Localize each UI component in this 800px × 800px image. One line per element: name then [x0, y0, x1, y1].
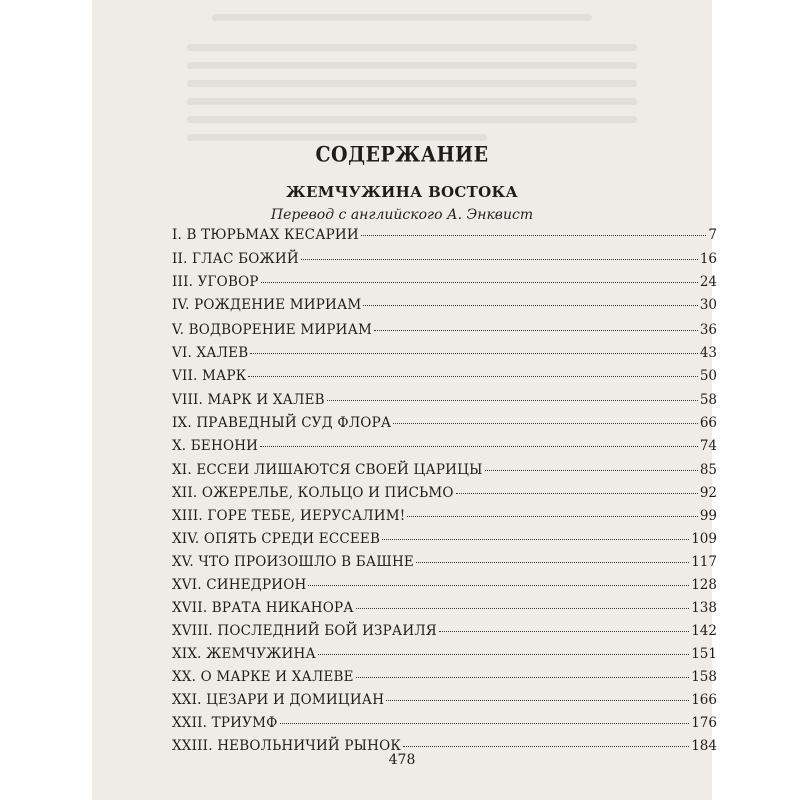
toc-entry-page: 85 — [699, 462, 717, 478]
bleed-through-mark — [212, 14, 592, 21]
bleed-through-mark — [187, 134, 487, 141]
toc-dot-leader — [393, 423, 698, 424]
toc-entry-title: II. ГЛАС БОЖИЙ — [172, 251, 299, 267]
toc-dot-leader — [386, 700, 689, 701]
translator-credit: Перевод с английского А. Энквист — [270, 207, 534, 223]
book-page — [92, 0, 717, 800]
toc-entry-page: 66 — [699, 415, 717, 431]
toc-entry-title: XII. ОЖЕРЕЛЬЕ, КОЛЬЦО И ПИСЬМО — [172, 485, 454, 501]
toc-dot-leader — [260, 446, 698, 447]
toc-entry — [172, 322, 717, 342]
toc-entry-title: XXI. ЦЕЗАРИ И ДОМИЦИАН — [172, 692, 385, 708]
toc-entry — [172, 554, 717, 574]
toc-entry-page: 151 — [691, 646, 717, 662]
toc-dot-leader — [439, 631, 689, 632]
toc-entry-title: XI. ЕССЕИ ЛИШАЮТСЯ СВОЕЙ ЦАРИЦЫ — [172, 462, 483, 478]
toc-heading: СОДЕРЖАНИЕ — [315, 142, 489, 168]
toc-dot-leader — [416, 562, 689, 563]
toc-entry-page: 138 — [691, 600, 717, 616]
toc-dot-leader — [485, 470, 698, 471]
toc-dot-leader — [403, 746, 689, 747]
toc-entry-page: 128 — [691, 577, 717, 593]
toc-entry-page: 74 — [699, 438, 717, 454]
toc-entry — [172, 251, 717, 271]
toc-entry — [172, 297, 717, 317]
toc-entry — [172, 623, 717, 643]
bleed-through-mark — [187, 98, 637, 105]
toc-entry-title: I. В ТЮРЬМАХ КЕСАРИИ — [172, 227, 359, 243]
toc-dot-leader — [374, 330, 698, 331]
toc-entry-page: 7 — [708, 227, 717, 243]
toc-dot-leader — [308, 585, 689, 586]
toc-entry-page: 58 — [699, 392, 717, 408]
toc-dot-leader — [301, 259, 698, 260]
toc-dot-leader — [261, 282, 698, 283]
toc-entry — [172, 227, 717, 247]
toc-entry-title: VI. ХАЛЕВ — [172, 345, 249, 361]
toc-entry — [172, 274, 717, 294]
book-title: ЖЕМЧУЖИНА ВОСТОКА — [286, 183, 518, 201]
toc-entry — [172, 485, 717, 505]
toc-entry-title: IX. ПРАВЕДНЫЙ СУД ФЛОРА — [172, 415, 392, 431]
toc-entry — [172, 669, 717, 689]
toc-entry-title: XVIII. ПОСЛЕДНИЙ БОЙ ИЗРАИЛЯ — [172, 623, 437, 639]
toc-dot-leader — [280, 723, 690, 724]
toc-entry — [172, 438, 717, 458]
toc-entry-page: 158 — [691, 669, 717, 685]
toc-dot-leader — [318, 654, 689, 655]
toc-entry — [172, 692, 717, 712]
toc-list — [172, 227, 717, 754]
toc-entry-page: 166 — [691, 692, 717, 708]
page-number: 478 — [388, 752, 416, 768]
toc-entry-page: 117 — [691, 554, 717, 570]
toc-dot-leader — [456, 493, 698, 494]
toc-entry — [172, 577, 717, 597]
bleed-through-mark — [187, 116, 637, 123]
toc-dot-leader — [363, 305, 697, 306]
toc-entry — [172, 392, 717, 412]
toc-dot-leader — [407, 516, 697, 517]
toc-entry — [172, 462, 717, 482]
toc-entry-title: XXIII. НЕВОЛЬНИЧИЙ РЫНОК — [172, 738, 402, 754]
toc-entry-page: 24 — [699, 274, 717, 290]
toc-entry-page: 36 — [699, 322, 717, 338]
toc-entry-page: 142 — [691, 623, 717, 639]
bleed-through-mark — [187, 62, 637, 69]
toc-entry-page: 99 — [699, 508, 717, 524]
toc-dot-leader — [248, 376, 697, 377]
toc-entry-title: XIX. ЖЕМЧУЖИНА — [172, 646, 316, 662]
toc-dot-leader — [356, 677, 690, 678]
toc-entry — [172, 646, 717, 666]
toc-entry-page: 50 — [699, 368, 717, 384]
toc-entry-title: XX. О МАРКЕ И ХАЛЕВЕ — [172, 669, 354, 685]
toc-dot-leader — [361, 235, 707, 236]
toc-entry-page: 109 — [691, 531, 717, 547]
toc-entry-page: 16 — [699, 251, 717, 267]
toc-entry-title: V. ВОДВОРЕНИЕ МИРИАМ — [172, 322, 373, 338]
toc-dot-leader — [250, 353, 697, 354]
toc-entry-title: XIII. ГОРЕ ТЕБЕ, ИЕРУСАЛИМ! — [172, 508, 406, 524]
toc-entry-title: XVI. СИНЕДРИОН — [172, 577, 307, 593]
toc-entry — [172, 600, 717, 620]
toc-entry-title: X. БЕНОНИ — [172, 438, 259, 454]
toc-entry-title: XV. ЧТО ПРОИЗОШЛО В БАШНЕ — [172, 554, 414, 570]
toc-entry — [172, 345, 717, 365]
toc-entry-title: XVII. ВРАТА НИКАНОРА — [172, 600, 354, 616]
toc-entry-title: XIV. ОПЯТЬ СРЕДИ ЕССЕЕВ — [172, 531, 381, 547]
toc-entry-title: III. УГОВОР — [172, 274, 259, 290]
toc-entry-title: VII. МАРК — [172, 368, 247, 384]
toc-entry-title: XXII. ТРИУМФ — [172, 715, 278, 731]
toc-dot-leader — [382, 539, 689, 540]
toc-entry-page: 92 — [699, 485, 717, 501]
toc-entry — [172, 531, 717, 551]
toc-entry-title: VIII. МАРК И ХАЛЕВ — [172, 392, 325, 408]
toc-entry — [172, 415, 717, 435]
toc-entry — [172, 368, 717, 388]
toc-entry-title: IV. РОЖДЕНИЕ МИРИАМ — [172, 297, 362, 313]
bleed-through-mark — [187, 44, 637, 51]
toc-entry — [172, 715, 717, 735]
toc-entry — [172, 508, 717, 528]
bleed-through-mark — [187, 80, 637, 87]
toc-dot-leader — [356, 608, 689, 609]
toc-entry-page: 176 — [691, 715, 717, 731]
toc-dot-leader — [327, 400, 698, 401]
toc-entry-page: 43 — [699, 345, 717, 361]
toc-entry-page: 184 — [691, 738, 717, 754]
toc-entry-page: 30 — [699, 297, 717, 313]
